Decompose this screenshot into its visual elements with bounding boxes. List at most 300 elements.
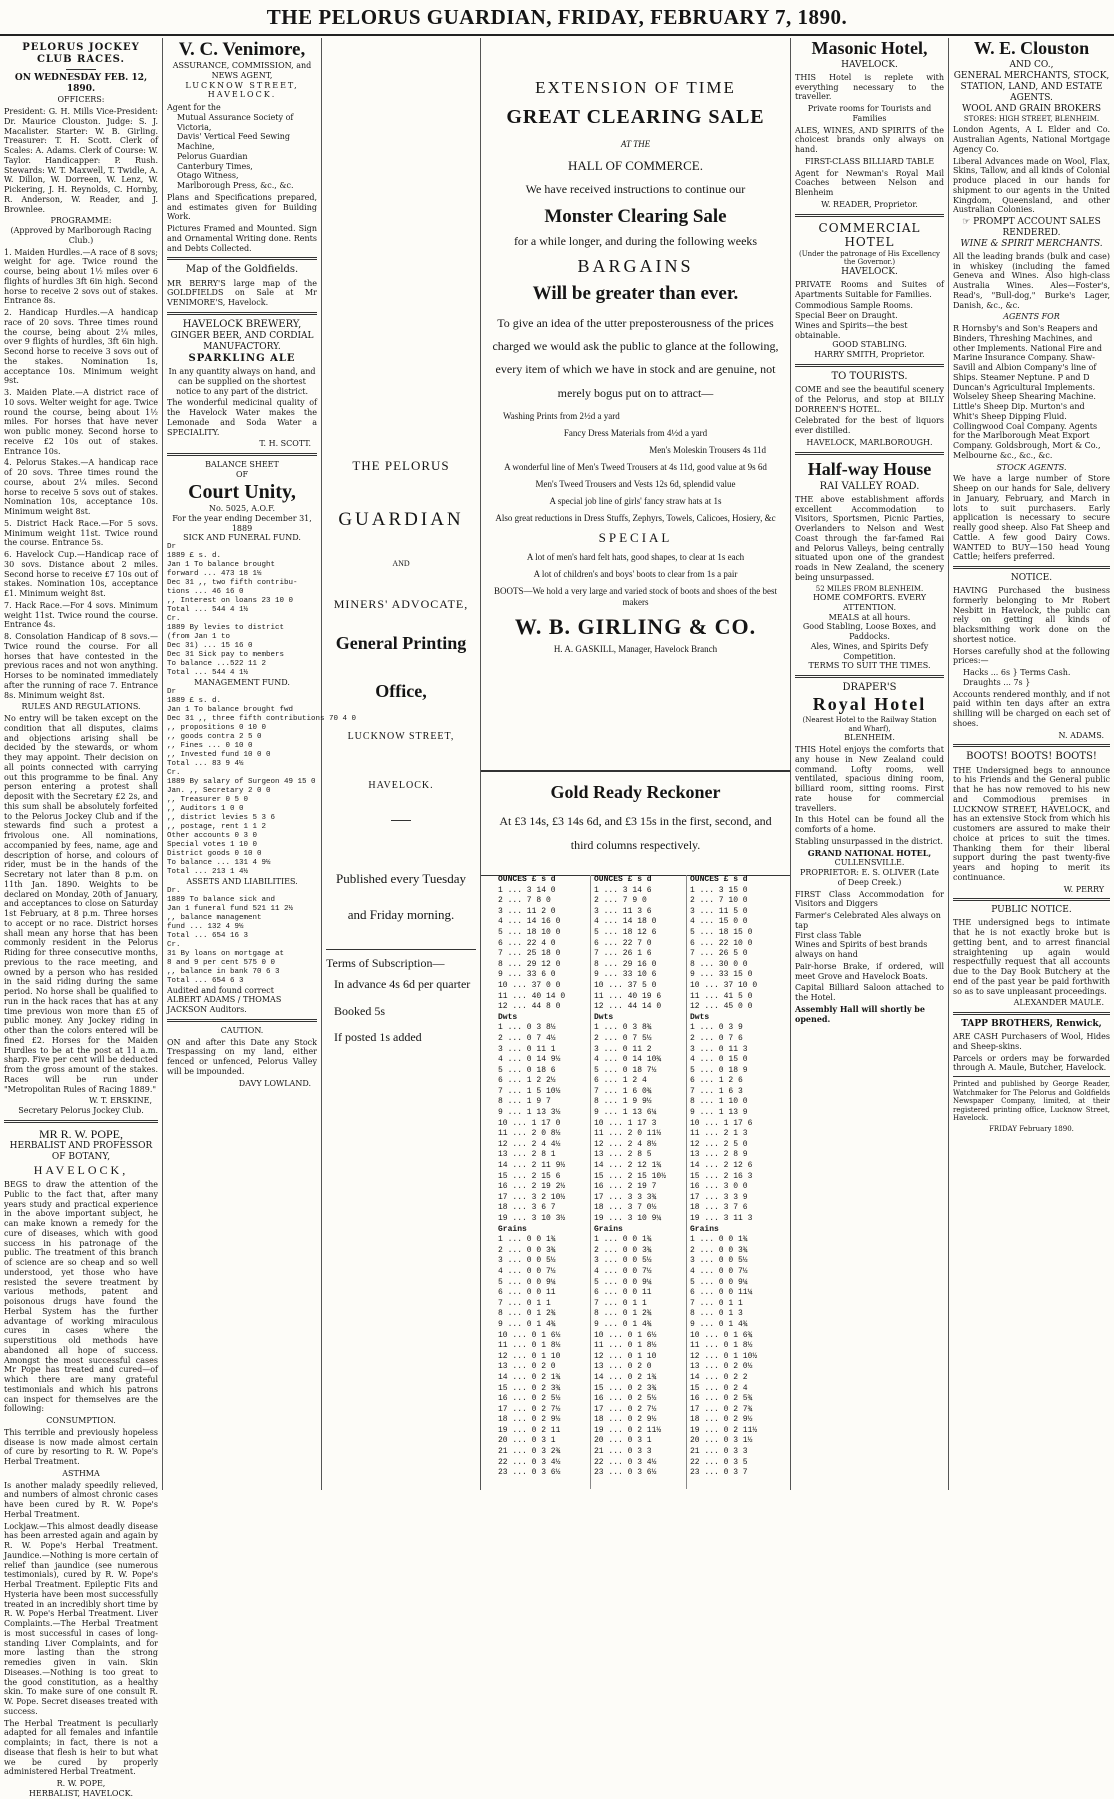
boots-text: BOOTS—We hold a very large and varied stock of boots and shoes of the best makers [493,585,778,607]
reckoner-row: 21 ... 0 3 3 [690,1447,748,1457]
reckoner-row: 17 ... 3 3 9 [690,1192,748,1202]
commercial-wines: Wines and Spirits—the best obtainable. [795,320,908,340]
sale-item: A special job line of girls' fancy straw hats at 1s [549,495,722,506]
special-item: A lot of men's hard felt hats, good shapes, to clear at 1s each [526,551,745,562]
reckoner-row: 1 ... 3 14 0 [498,885,556,895]
reckoner-row: 4 ... 0 0 7½ [594,1266,652,1276]
reckoner-row: 3 ... 11 3 6 [594,906,652,916]
venimore-town: HAVELOCK. [207,90,277,100]
office-head: Office, [375,681,427,702]
reckoner-row: 10 ... 37 5 0 [594,980,657,990]
reckoner-row: 12 ... 45 0 0 [690,1002,753,1012]
terms-times: TERMS TO SUIT THE TIMES. [808,661,931,671]
royal-town: BLENHEIM. [844,733,895,743]
reckoner-row: 15 ... 2 15 10½ [594,1171,667,1181]
reckoner-row: 10 ... 0 1 6¾ [690,1330,753,1340]
greater-head: Will be greater than ever. [532,283,739,305]
pope-subtitle: HERBALIST AND PROFESSOR OF BOTANY, [9,1141,153,1163]
reckoner-row: 13 ... 0 2 0 [594,1362,652,1372]
reckoner-row: 5 ... 0 0 9¼ [594,1277,652,1287]
hall-of-commerce: HALL OF COMMERCE. [568,158,703,174]
caution-signature: DAVY LOWLAND. [238,1078,311,1088]
sick-fund-ledger: Dr 1889 £ s. d. Jan 1 To balance brought forward ... 473 18 1½ Dec 31 ,, two fifth contribu- tions ... 46 16 0 ,, Interest on loans 23 10 0 Total ... 544 4 1½ Cr. 1889 By levies to district (from Jan 1 to Dec 31) ... 15 16 0 Dec 31 Sick pay to members To balance ...522 11 2 Total ... 544 4 1½ [167,543,298,678]
reckoner-row: 6 ... 0 0 11¼ [690,1288,753,1298]
brewery-head: HAVELOCK BREWERY, [182,318,302,330]
column-races [0,38,162,1798]
good-stabling: Good Stabling, Loose Boxes, and Paddocks. [802,622,937,642]
venimore-street: LUCKNOW STREET, [185,80,299,90]
reckoner-row: 18 ... 3 7 0½ [594,1203,657,1213]
reckoner-row: 16 ... 0 2 5¾ [690,1394,753,1404]
royal-subtitle: (Nearest Hotel to the Railway Station and Wharf), [802,716,937,733]
reckoner-row: 13 ... 2 8 1 [498,1150,556,1160]
consumption-text: This terrible and previously hopeless disease is now made almost certain of cure by resorting to R. W. Pope's Herbal Treatment. [4,1427,158,1466]
reckoner-row: 13 ... 0 2 0 [498,1362,556,1372]
halfway-title: Half-way House [807,458,932,479]
masonic-title: Masonic Hotel, [811,38,928,58]
wine-body: All the leading brands (bulk and case) in whiskey (including the famed Geneva and Wines. Also high-class Australia Wines. Ales—Foster's, Read's, "Bull-dog," Burke's Lager, Danish, &c., &c. [953,251,1110,310]
tourists-liquor: Celebrated for the best of liquors ever distilled. [795,416,944,436]
reckoner-row: 19 ... 3 10 3½ [498,1214,566,1223]
masonic-town: HAVELOCK. [841,59,898,70]
sick-fund-head: SICK AND FUNERAL FUND. [183,533,301,543]
notice-horses: Horses carefully shod at the following prices:— [953,646,1110,666]
programme-head: PROGRAMME: [50,216,112,226]
reckoner-row: 1 ... 0 0 1¾ [690,1235,748,1245]
commercial-town: HAVELOCK. [841,266,898,277]
reckoner-row: 12 ... 44 14 0 [594,1002,662,1012]
programme-item: 8. Consolation Handicap of 8 sovs.—Twice round the course. For all horses that have contested in the previous races and not won anything. Horses to be nominated immediately after the running of race 7. Entrance 8s. Minimum weight 8st. [4,632,158,700]
boots-body: THE Undersigned begs to announce to his Friends and the General public that he has now removed to his new and Commodious premises in LUCKNOW STREET, HAVELOCK, and has an extensive Stock from which his customers are assured to make their choice at prices to suit the times. Thanking them for their liberal support during the past twenty-five years and hoping to merit its continuance. [953,765,1110,882]
programme-item: 5. District Hack Race.—For 5 sovs. Minimum weight 11st. Twice round the course. Entrance 5s. [4,518,158,548]
plans-text: Plans and Specifications prepared, and estimates given for Building Work. [167,192,317,222]
commercial-patron: (Under the patronage of His Excellency the Governor.) [799,249,940,267]
wine-head: WINE & SPIRIT MERCHANTS. [960,239,1103,250]
brewery-signature: T. H. SCOTT. [259,439,311,449]
reckoner-row: 16 ... 3 0 0 [690,1182,748,1192]
reckoner-row: 11 ... 40 19 6 [594,991,662,1001]
reckoner-row: 18 ... 0 2 9½ [594,1415,657,1425]
reckoner-row: 18 ... 3 6 7 [498,1203,556,1213]
advances-text: Liberal Advances made on Wool, Flax, Skins, Tallow, and all kinds of Colonial produce placed in our hands for shipment to our agents in the United Kingdom, Queensland, and other Australian Colonies. [953,156,1110,215]
pope-title: MR R. W. POPE, [38,1126,124,1141]
masthead: THE PELORUS GUARDIAN, FRIDAY, FEBRUARY 7, 1890. [0,0,1114,36]
reckoner-row: 10 ... 0 1 6½ [498,1330,561,1340]
reckoner-row: 1 ... 0 3 8½ [498,1023,556,1033]
balance-of: OF [235,469,249,479]
reckoner-row: 2 ... 0 7 4½ [498,1033,556,1043]
reckoner-row: 5 ... 18 12 6 [594,927,657,937]
reckoner-row: 10 ... 1 17 6 [690,1118,753,1128]
agency-item: Mutual Assurance Society of Victoria, [177,112,294,132]
notice-signature: N. ADAMS. [1058,730,1104,740]
reckoner-heading: Dwts [690,1012,710,1022]
reckoner-row: 5 ... 0 18 6 [498,1065,556,1075]
pointing-hand-icon: ☞ [962,217,974,228]
commercial-signature: HARRY SMITH, Proprietor. [814,350,925,360]
notice-body: HAVING Purchased the business formerly belonging to Mr Robert Nesbitt in Havelock, the public can rely on getting all kinds of blacksmithing work done on the shortest notice. [953,586,1110,644]
reckoner-row: 15 ... 0 2 3¾ [594,1383,657,1393]
reckoner-row: 12 ... 0 1 10 [594,1351,657,1361]
miners-head: MINERS' ADVOCATE, [333,596,469,611]
reckoner-row: 6 ... 0 0 11 [594,1288,652,1298]
reckoner-row: 20 ... 0 3 1½ [690,1436,753,1446]
billiard-text: FIRST-CLASS BILLIARD TABLE [804,156,935,166]
boots-signature: W. PERRY [1063,884,1104,894]
reckoner-row: 3 ... 0 0 5½ [594,1256,652,1266]
notice-hacks: Hacks ... 6s } Terms Cash. Draughts ... 7s } [963,668,1071,687]
reckoner-row: 4 ... 14 18 0 [594,917,657,927]
reckoner-column [496,875,591,1489]
reckoner-row: 14 ... 2 12 6 [690,1161,753,1171]
reckoner-header [481,782,790,874]
boots-head: BOOTS! BOOTS! BOOTS! [966,751,1097,763]
reckoner-heading: OUNCES £ s d [498,875,556,884]
town-text: HAVELOCK. [368,779,434,791]
reckoner-row: 8 ... 0 1 3 [690,1309,743,1319]
imprint-text: Printed and published by George Reader, Watchmaker for The Pelorus and Goldfields Newspaper Company, limited, at their registered printing office, Lucknow Street, Havelock. [953,1080,1110,1123]
tourists-body: COME and see the beautiful scenery of the Pelorus, and stop at BILLY DORREEN'S HOTEL. [795,385,944,414]
street-text: LUCKNOW STREET, [347,731,455,743]
public-notice-signature: ALEXANDER MAULE. [1013,998,1104,1008]
masonic-signature: W. READER, Proprietor. [821,199,918,209]
reckoner-row: 11 ... 0 1 8½ [594,1341,657,1351]
meals-text: MEALS at all hours. [828,612,911,622]
grand-billiard: Capital Billiard Saloon attached to the Hotel. [795,983,944,1003]
wool-head: WOOL AND GRAIN BROKERS [961,103,1102,114]
reckoner-row: 2 ... 0 7 5½ [594,1033,652,1043]
reckoner-heading: Grains [594,1224,623,1234]
assets-ledger: Dr. 1889 To balance sick and Jan 1 funeral fund 521 11 2½ ,, balance management fund ... 132 4 9½ Total ... 654 16 3 Cr. 31 By loans on mortgage at 8 and 9 per cent 575 0 0 ,, balance in bank 70 6 3 Total ... 654 6 3 [167,886,294,985]
reckoner-row: 16 ... 2 19 2½ [498,1182,566,1192]
reckoner-row: 23 ... 0 3 6½ [498,1468,561,1478]
clouston-subtitle: GENERAL MERCHANTS, STOCK, STATION, LAND, AND ESTATE AGENTS. [953,70,1110,103]
reckoner-row: 12 ... 2 4 8½ [594,1139,657,1149]
reckoner-row: 7 ... 26 1 6 [594,949,652,959]
reckoner-heading: Dwts [498,1012,518,1022]
reckoner-row: 14 ... 2 12 1¾ [594,1161,662,1171]
reckoner-row: 7 ... 0 1 1 [594,1298,647,1308]
races-title: PELORUS JOCKEY CLUB RACES. [22,42,140,66]
published-text: Published every Tuesday and Friday morning. [336,870,466,923]
assets-head: ASSETS AND LIABILITIES. [186,876,298,886]
reckoner-row: 6 ... 0 0 11 [498,1288,556,1298]
girling-head: W. B. GIRLING & CO. [514,613,757,639]
agent-for: Agent for the [167,103,221,113]
clouston-co: AND CO., [1009,59,1054,70]
reckoner-row: 1 ... 0 0 1¾ [594,1235,652,1245]
grand-hall: Assembly Hall will shortly be opened. [795,1003,925,1024]
reckoner-row: 9 ... 0 1 4¾ [594,1319,652,1329]
sale-item: Also great reductions in Dress Stuffs, Zephyrs, Towels, Calicoes, Hosiery, &c [495,512,776,523]
reckoner-heading: OUNCES £ s d [690,875,748,884]
map-body: MR BERRY'S large map of the GOLDFIELDS on Sale at Mr VENIMORE'S, Havelock. [167,278,317,308]
programme-item: 4. Pelorus Stakes.—A handicap race of 20 sovs. Three times round the course, about 2¼ miles. Second horse to receive 5 sovs out of stakes. Nomination 10s, acceptance 10s. Minimum weight 8st. [4,458,158,517]
tapp-head: TAPP BROTHERS, Renwick, [961,1019,1102,1030]
reckoner-row: 8 ... 0 1 2¾ [594,1309,652,1319]
reckoner-row: 5 ... 0 18 7½ [594,1065,657,1075]
masonic-rooms: Private rooms for Tourists and Families [807,104,932,123]
water-text: The wonderful medicinal quality of the Havelock Water makes the Lemonade and Soda Water a SPECIALITY. [167,398,317,437]
reckoner-row: 7 ... 0 1 1 [690,1298,743,1308]
manager-text: H. A. GASKILL, Manager, Havelock Branch [553,644,718,655]
printing-head: General Printing [335,633,467,654]
programme-note: (Approved by Marlborough Racing Club.) [10,226,152,245]
reckoner-row: 18 ... 0 2 9½ [498,1415,561,1425]
reckoner-row: 9 ... 1 13 6¼ [594,1108,657,1118]
reckoner-row: 8 ... 0 1 2¾ [498,1309,556,1319]
prompt-text: ☞ PROMPT ACCOUNT SALES RENDERED. [962,217,1101,239]
tourists-head: TO TOURISTS. [831,370,908,382]
reckoner-row: 4 ... 0 15 0 [690,1055,748,1065]
reckoner-row: 2 ... 0 0 3¾ [594,1245,652,1255]
reckoner-row: 7 ... 0 1 1 [498,1298,551,1308]
sale-item: Men's Moleskin Trousers 4s 11d [649,445,766,455]
reckoner-row: 11 ... 40 14 0 [498,991,566,1001]
caution-head: CAUTION. [220,1025,264,1035]
asthma-head: ASTHMA [62,1468,100,1478]
masonic-body: THIS Hotel is replete with everything necessary to the traveller. [795,72,944,102]
reckoner-row: 15 ... 2 16 3 [690,1171,753,1181]
great-clearing-sale: GREAT CLEARING SALE [506,105,765,128]
reckoner-column [592,875,687,1489]
reckoner-row: 7 ... 1 5 10½ [498,1086,561,1096]
reckoner-row: 6 ... 1 2 2½ [498,1076,556,1086]
clouston-title: W. E. Clouston [973,38,1090,58]
reckoner-title: Gold Ready Reckoner [550,782,721,802]
special-item: A lot of children's and boys' boots to clear from 1s a pair [533,568,738,579]
column-venimore [163,38,357,1490]
venimore-title: V. C. Venimore, [178,39,306,60]
sale-item: Fancy Dress Materials from 4½d a yard [563,428,708,439]
reckoner-row: 14 ... 0 2 2 [690,1372,748,1382]
court-unity-title: Court Unity, [188,480,296,503]
public-notice-body: THE undersigned begs to intimate that he is not exactly broke but is getting bent, and to arrest financial straightening up again would respectfully request that all accounts due to the Day Book Butchery at the end of the past year be paid forthwith so as to save unpleasant proceedings. [953,918,1110,996]
reckoner-row: 7 ... 1 6 0¾ [594,1086,652,1096]
commercial-title: COMMERCIAL HOTEL [818,220,921,250]
rules-signature: W. T. ERSKINE, [88,1096,152,1106]
reckoner-row: 20 ... 0 3 1 [594,1436,652,1446]
ale-body: In any quantity always on hand, and can be supplied on the shortest notice to any part of the district. [168,367,316,396]
halfway-subtitle: RAI VALLEY ROAD. [819,480,920,492]
reckoner-row: 3 ... 11 5 0 [690,906,748,916]
reckoner-row: 2 ... 7 10 0 [690,896,748,906]
auditors-text: ALBERT ADAMS / THOMAS JACKSON Auditors. [167,995,282,1015]
reckoner-row: 4 ... 0 0 7½ [690,1266,748,1276]
clearing-sale-ad [481,38,790,798]
reckoner-row: 20 ... 0 3 1 [498,1436,556,1446]
terms-advance: In advance 4s 6d per quarter [334,977,471,992]
grand-brake: Pair-horse Brake, if ordered, will meet Grove and Havelock Boats. [795,961,944,981]
reckoner-row: 6 ... 1 2 6 [690,1076,743,1086]
reckoner-row: 15 ... 0 2 3¾ [498,1383,561,1393]
balance-head: BALANCE SHEET [205,460,279,470]
reckoner-row: 2 ... 0 0 3¾ [690,1245,748,1255]
reckoner-row: 21 ... 0 3 2¾ [498,1447,561,1457]
grand-national-title: GRAND NATIONAL HOTEL, [807,847,932,858]
court-year: For the year ending December 31, 1889 [172,513,312,533]
london-text: London Agents, A L Elder and Co. Australian Agents, National Mortgage Agency Co. [953,125,1110,154]
terms-posted: If posted 1s added [334,1030,422,1045]
management-fund-ledger: Dr 1889 £ s. d. Jan 1 To balance brought fwd Dec 31 ,, three fifth contributions 70 4 0 ,, propositions 0 10 0 ,, goods contra 2 5 0 ,, Fines ... 0 10 0 ,, Invested fund 10 0 0 Total ... 83 9 4½ Cr. 1889 By salary of Surgeon 49 15 0 Jan. ,, Secretary 2 0 0 ,, Treasurer 0 5 0 ,, Auditors 1 0 0 ,, district levies 5 3 6 ,, postage, rent 1 1 2 Other accounts 0 3 0 Special votes 1 10 0 District goods 0 10 0 To balance ... 131 4 9½ Total ... 213 1 4½ [167,687,357,876]
agency-item: Otago Witness, [177,171,239,181]
extension-head: EXTENSION OF TIME [535,78,736,97]
idea-text: To give an idea of the utter preposterousness of the prices charged we would ask the public to glance at the following, every item of which we have in stock and are genuine, not merely bogus put on to attract— [492,315,779,400]
agents-head: AGENTS FOR [1003,312,1060,322]
programme-item: 1. Maiden Hurdles.—A race of 8 sovs; weight for age. Twice round the course, being about 1½ miles over 6 flights of hurdles 3ft 6in high. Second horse to receive 2 sovs out of stakes. Entrance 8s. [4,247,158,306]
reckoner-row: 1 ... 3 14 6 [594,885,652,895]
pope-body: BEGS to draw the attention of the Public to the fact that, after many years study and practical experience in the above important subject, he can make known a remedy for the cure of diseases, which with good success in his patronage of the public. The treatment of this branch of science are so cheap and so well understood, yet those who have resisted the severe treatment by various methods, patent and poisonous drugs have found the Herbal System has the further advantage of working miraculous cures in cases where the superstitious old methods have abandoned all hope of success. Amongst the most successful cases Mr Pope has treated and cured—of which there are many grateful testimonials and which his patrons can inspect for themselves are the following: [4,1180,158,1414]
programme-item: 6. Havelock Cup.—Handicap race of 30 sovs. Distance about 2 miles. Second horse to receive £7 10s out of stakes. Nomination 10s, acceptance £1. Minimum weight 8st. [4,550,158,599]
reckoner-heading: Dwts [594,1012,614,1022]
reckoner-row: 11 ... 0 1 8½ [498,1341,561,1351]
received-text: We have received instructions to continue our [525,181,746,196]
grand-town: CULLENSVILLE. [834,858,905,868]
audited-text: Audited and found correct [167,985,274,995]
longer-text: for a while longer, and during the following weeks [513,233,758,248]
reckoner-row: 10 ... 1 17 3 [594,1118,657,1128]
rules-head: RULES AND REGULATIONS. [21,702,141,712]
reckoner-row: 18 ... 3 7 6 [690,1203,748,1213]
stabling-text: GOOD STABLING. [832,340,907,350]
reckoner-row: 5 ... 0 0 9¼ [690,1277,748,1287]
reckoner-row: 2 ... 7 9 0 [594,896,647,906]
column-printing [322,38,480,1490]
reckoner-row: 11 ... 2 0 11½ [594,1129,662,1139]
reckoner-row: 11 ... 0 1 8½ [690,1341,753,1351]
reckoner-row: 6 ... 22 7 0 [594,938,652,948]
terms-booked: Booked 5s [334,1003,385,1018]
reckoner-row: 9 ... 0 1 4¾ [690,1319,748,1329]
reckoner-row: 17 ... 3 3 3¾ [594,1192,657,1202]
reckoner-row: 4 ... 14 16 0 [498,917,561,927]
rules-signature-title: Secretary Pelorus Jockey Club. [18,1106,144,1116]
reckoner-row: 16 ... 0 2 5½ [498,1394,561,1404]
pope-signature2: HERBALIST, HAVELOCK. [28,1788,134,1798]
reckoner-row: 4 ... 0 0 7½ [498,1266,556,1276]
home-comforts: HOME COMFORTS. EVERY ATTENTION. [812,593,927,612]
agency-item: Davis' Vertical Feed Sewing Machine, [177,132,290,152]
pope-signature: R. W. POPE, [56,1779,106,1788]
reckoner-row: 23 ... 0 3 7 [690,1468,748,1478]
reckoner-row: 14 ... 0 2 1¾ [594,1372,657,1382]
reckoner-row: 6 ... 22 4 0 [498,938,556,948]
reckoner-row: 13 ... 2 8 5 [594,1150,652,1160]
reckoner-column [688,875,783,1489]
monster-clearing-sale: Monster Clearing Sale [544,205,727,227]
reckoner-row: 6 ... 1 2 4 [594,1076,647,1086]
reckoner-row: 4 ... 15 0 0 [690,917,748,927]
halfway-body: THE above establishment affords excellent Accommodation to Visitors, Sportsmen, Picnic Parties, Overlanders to Nelson and West Coast through the far-famed Rai and Pelorus Valleys, being centrally situated upon one of the grandest roads in New Zealand, the scenery being unsurpassed. [795,494,944,582]
reckoner-heading: OUNCES £ s d [594,875,652,884]
stock-body: We have a large number of Store Sheep on our hands for Sale, delivery in January, February, and March in lots to suit purchasers. Early application is necessary to secure really good sheep. Also Fat Sheep and Cattle. A few good Dairy Cows. WANTED to BUY—150 head Young Cattle; heifers preferred. [953,474,1110,562]
reckoner-table [496,875,782,1489]
terms-head: Terms of Subscription— [326,956,445,971]
reckoner-row: 2 ... 0 7 6 [690,1033,743,1043]
reckoner-row: 17 ... 0 2 7¾ [690,1404,753,1414]
reckoner-row: 9 ... 1 13 9 [690,1108,748,1118]
reckoner-row: 19 ... 0 2 11½ [690,1425,758,1435]
programme-item: 3. Maiden Plate.—A district race of 10 sovs. Welter weight for age. Twice round the course, being about 1½ miles. For horses that have never won public money. Second horse to receive £2 10s out of stakes. Entrance 10s. [4,388,158,456]
reckoner-row: 5 ... 0 18 9 [690,1065,748,1075]
reckoner-row: 12 ... 0 1 10 [498,1351,561,1361]
at-the: AT THE [620,139,651,150]
reckoner-row: 13 ... 0 2 0½ [690,1362,753,1372]
rules-text: No entry will be taken except on the condition that all disputes, claims and objections arising shall be decided by the stewards, or whom they may appoint. Their decision on all points connected with carrying out this programme to be final. Any person entering a protest shall deposit with the Secretary £2 2s, and this sum shall be absolutely forfeited to the Pelorus Jockey Club and if the stewards find such a protest a frivolous one. All nominations, accompanied by fees, name, age and description of horse, and colours of rider, must be in the hands of the Secretary not later than 8 p.m. on 11th Jan. 1890. Weights to be declared on Monday, 20th of January, and acceptances to close on Saturday 1st February, at 8 p.m. Three horses to accept or no race. District horses shall mean any horse that has been commonly resident in the Pelorus Riding for three consecutive months, previous to the race meeting, and owned by a person who has resided in the said riding during the same period. No horse shall be qualified to run in the hack races that has at any time previous won more than £5 of public money. Any Jockey riding in other than the colors entered will be fined £2. Horses for the Maiden Hurdles to be at the post at 11 a.m. sharp. Five per cent will be deducted from the gross amount of the stakes. Races will be run under "Metropolitan Rules of Racing 1889." [4,714,158,1094]
reckoner-row: 3 ... 0 11 2 [594,1044,652,1054]
reckoner-row: 5 ... 18 15 0 [690,927,753,937]
royal-comforts: In this Hotel can be found all the comforts of a home. [795,815,944,835]
reckoner-row: 12 ... 2 4 4½ [498,1139,561,1149]
commercial-beer: Special Beer on Draught. [795,311,898,321]
reckoner-row: 3 ... 0 11 3 [690,1044,748,1054]
races-date: ON WEDNESDAY FEB. 12, 1890. [14,73,148,95]
programme-item: 2. Handicap Hurdles.—A handicap race of 20 sovs. Three times round the course, being about 2¼ miles, over 9 flights of hurdles, 3ft 6in high. Second horse to receive 3 sovs out of the stakes. Nomination 1s, acceptance 10s. Minimum weight 9st. [4,308,158,386]
reckoner-row: 8 ... 29 12 0 [498,959,561,969]
management-fund-head: MANAGEMENT FUND. [194,678,290,688]
royal-hotel-title: Royal Hotel [812,694,927,715]
reckoner-row: 3 ... 11 2 0 [498,906,556,916]
programme-item: 7. Hack Race.—For 4 sovs. Minimum weight 11st. Twice round the course. Entrance 4s. [4,600,158,630]
reckoner-row: 5 ... 18 10 0 [498,927,561,937]
reckoner-row: 12 ... 2 5 0 [690,1139,748,1149]
commercial-rooms: Commodious Sample Rooms. [795,301,913,311]
tapp-parcels: Parcels or orders may be forwarded through A. Maule, Butcher, Havelock. [953,1053,1110,1073]
reckoner-row: 11 ... 41 5 0 [690,991,753,1001]
reckoner-row: 8 ... 29 16 0 [594,959,657,969]
reckoner-row: 10 ... 37 10 0 [690,980,758,990]
reckoner-row: 15 ... 0 2 4 [690,1383,748,1393]
reckoner-row: 16 ... 2 19 7 [594,1182,657,1192]
reckoner-row: 17 ... 0 2 7½ [594,1404,657,1414]
lockjaw-text: Lockjaw.—This almost deadly disease has been arrested again and again by R. W. Pope's Herbal Treatment. Jaundice.—Nothing is more certain of relief than jaundice (see numerous testimonials), cured by R. W. Pope's Herbal Treatment. Epileptic Fits and Hysteria have been most successfully treated in an incredibly short time by R. W. Pope's Herbal Treatment. Liver Complaints.—The Herbal Treatment is most successful in cases of long-standing Liver Complaints, and for more lasting than the strong remedies given in vain. Skin Diseases.—Nothing is too great to the good constitution, as a healthy skin. To make sure of one consult R. W. Pope. Secret diseases treated with success. [4,1521,158,1716]
reckoner-row: 23 ... 0 3 6½ [594,1468,657,1478]
and-text: AND [392,559,410,569]
reckoner-row: 15 ... 2 15 6 [498,1171,561,1181]
herbal-text: The Herbal Treatment is peculiarly adapted for all females and infantile complaints; in fact, there is not a disease that flesh is heir to but what we be cured by properly administered Herbal Treatment. [4,1718,158,1777]
halfway-miles: 52 MILES FROM BLENHEIM. [815,584,924,593]
reckoner-row: 2 ... 0 0 3¾ [498,1245,556,1255]
consumption-head: CONSUMPTION. [46,1416,116,1425]
asthma-text: Is another malady speedily relieved, and numbers of almost chronic cases have been cured by R. W. Pope's Herbal Treatment. [4,1480,158,1519]
venimore-subtitle: ASSURANCE, COMMISSION, and NEWS AGENT, [172,61,312,80]
notice-head: NOTICE. [1010,573,1053,584]
public-notice-head: PUBLIC NOTICE. [991,905,1072,916]
agency-item: Canterbury Times, [177,161,253,171]
bargains-head: BARGAINS [577,256,694,277]
reckoner-row: 22 ... 0 3 4½ [498,1457,561,1467]
reckoner-row: 17 ... 3 2 10½ [498,1192,566,1202]
notice-accounts: Accounts rendered monthly, and if not paid within ten days after an extra shilling will be charged on each set of shoes. [953,689,1110,728]
masonic-ales: ALES, WINES, AND SPIRITS of the choicest brands only always on hand. [795,125,944,155]
guardian-head: GUARDIAN [338,508,464,530]
sale-item: Washing Prints from 2½d a yard [503,411,620,422]
reckoner-row: 22 ... 0 3 5 [690,1457,748,1467]
reckoner-heading: Grains [498,1224,527,1234]
reckoner-row: 12 ... 0 1 10½ [690,1351,758,1361]
agency-item: Pelorus Guardian [177,151,248,161]
reckoner-row: 1 ... 0 0 1¾ [498,1235,556,1245]
imprint-date: FRIDAY February 1890. [989,1124,1074,1133]
reckoner-row: 11 ... 2 1 3 [690,1129,748,1139]
reckoner-row: 10 ... 37 0 0 [498,980,561,990]
pelorus-head: THE PELORUS [352,458,450,473]
column-clouston [949,38,1114,1490]
reckoner-row: 8 ... 1 9 7 [498,1097,551,1107]
grand-table: First class Table [795,930,862,940]
agents-body: R Hornsby's and Son's Reapers and Binders, Threshing Machines, and other Implements. National Fire and Marine Insurance Company. Shaw-Savill and Albion Company's line of Ships. Steamer Neptune. P and D Duncan's Agricultural Implements. Wolseley Sheep Shearing Machine. Little's Sheep Dip. Murton's and Whit's Sheep Dipping Fluid. Collingwood Coal Company. Agents for the Marlborough Meat Export Company. Goldsbrough, Mort & Co., Melbourne &c., &c., &c. [953,324,1102,460]
reckoner-row: 5 ... 0 0 9¼ [498,1277,556,1287]
